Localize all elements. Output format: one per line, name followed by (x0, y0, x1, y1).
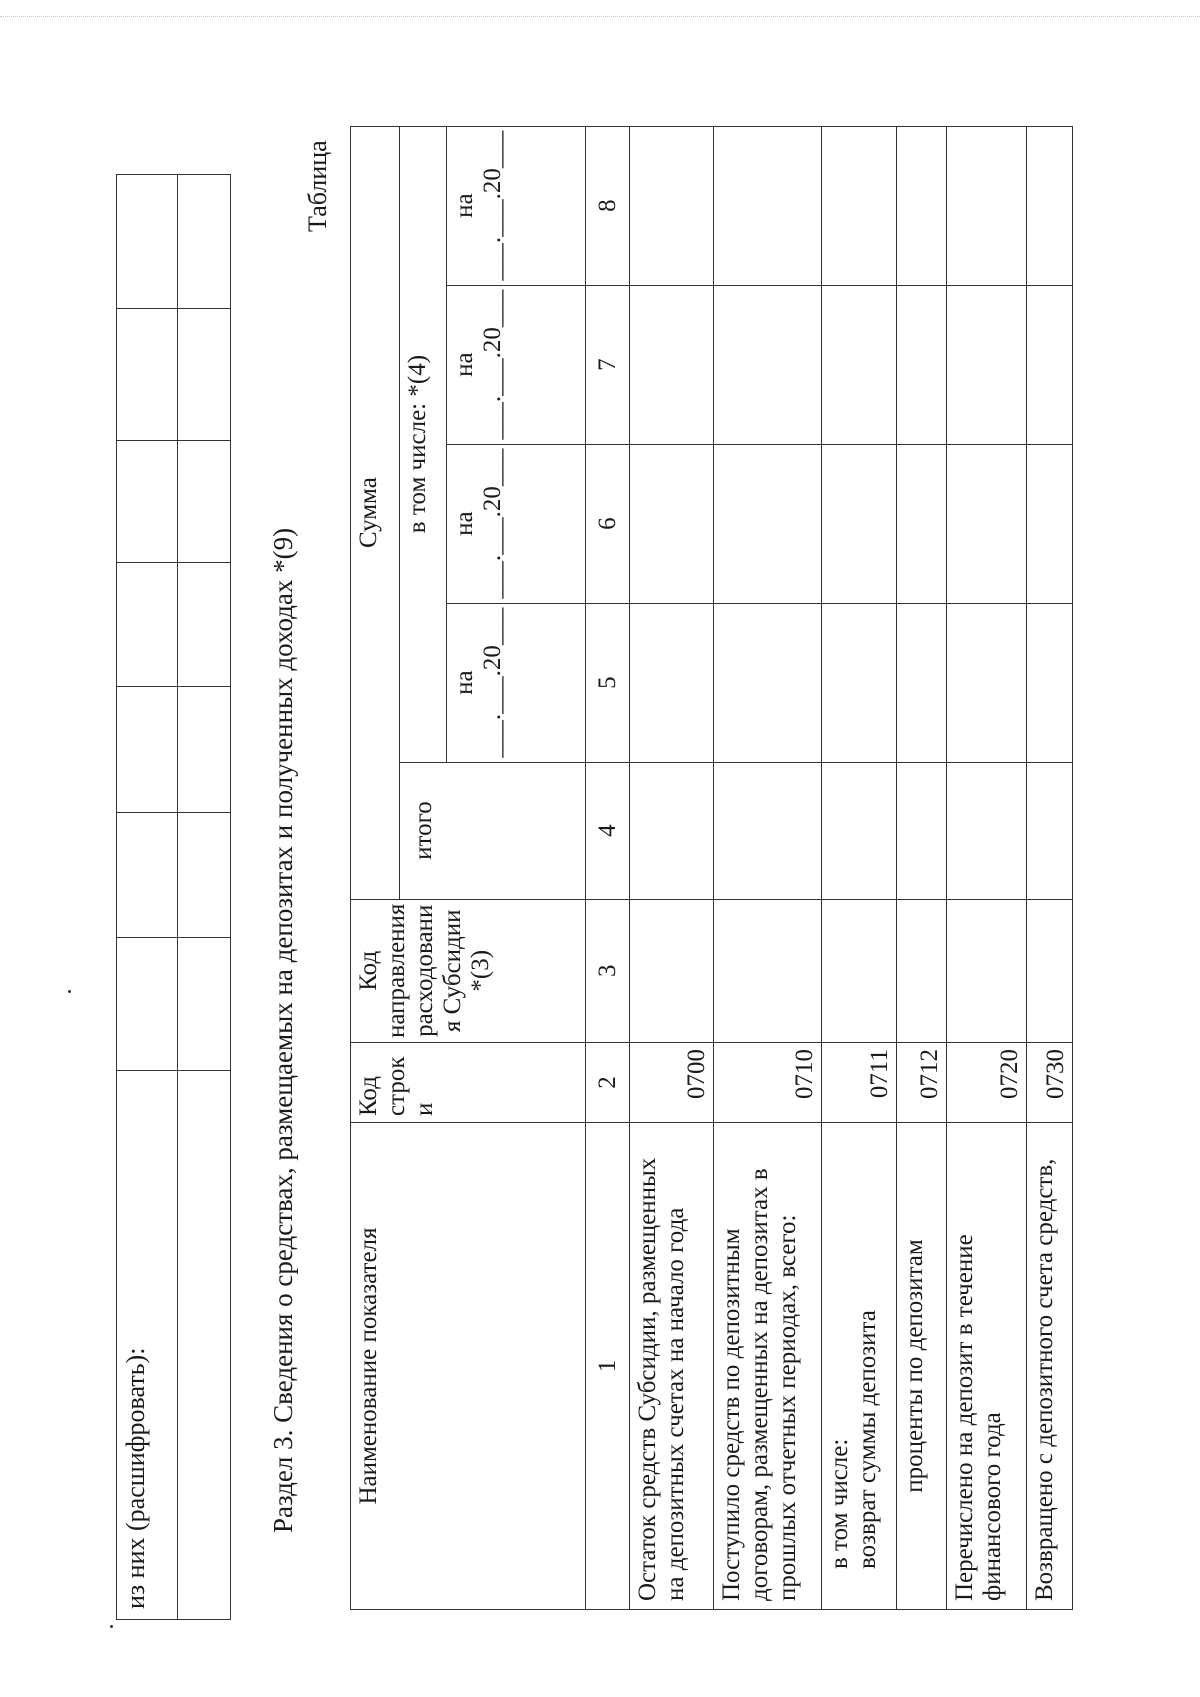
table-row (947, 126, 1027, 1609)
table-cell (714, 603, 822, 762)
breakdown-label: из них (расшифровать): (117, 1071, 178, 1620)
table-row (897, 126, 947, 1609)
column-number: 6 (586, 444, 630, 603)
table-cell (630, 899, 714, 1042)
column-number: 7 (586, 285, 630, 444)
header-date-5: на ___.___.20___ (447, 603, 586, 762)
row-code: 0700 (630, 1043, 714, 1123)
table-cell (178, 1071, 231, 1620)
table-cell (897, 126, 947, 285)
table-caption: Таблица (303, 140, 332, 232)
header-row-code: Код строк и (351, 1043, 586, 1123)
section-title: Раздел 3. Сведения о средствах, размещаемых на депозитах и полученных доходах *(9) (268, 527, 298, 1533)
table-cell (897, 899, 947, 1042)
row-code: 0720 (947, 1043, 1027, 1123)
table-cell (117, 687, 178, 813)
column-number: 5 (586, 603, 630, 762)
column-number: 4 (586, 762, 630, 899)
row-name: Поступило средств по депозитным договорам, размещенных на депозитах в прошлых отчетных периодах, всего: (714, 1123, 822, 1610)
row-name-prefix: в том числе: (826, 1438, 853, 1569)
row-name: проценты по депозитам (897, 1123, 947, 1610)
table-cell (1027, 762, 1073, 899)
table-cell (947, 126, 1027, 285)
breakdown-row (178, 175, 231, 1620)
column-number: 2 (586, 1043, 630, 1123)
table-cell (117, 441, 178, 563)
table-cell (117, 813, 178, 938)
table-cell (822, 285, 897, 444)
table-cell (178, 938, 231, 1071)
breakdown-table (116, 174, 231, 1620)
table-cell (822, 126, 897, 285)
table-cell (947, 603, 1027, 762)
table-cell (178, 687, 231, 813)
table-cell (1027, 444, 1073, 603)
row-name: Остаток средств Субсидии, размещенных на депозитных счетах на начало года (630, 1123, 714, 1610)
table-cell (630, 126, 714, 285)
row-code: 0730 (1027, 1043, 1073, 1123)
table-cell (630, 603, 714, 762)
table-cell (897, 444, 947, 603)
table-cell (1027, 285, 1073, 444)
column-number: 1 (586, 1123, 630, 1610)
table-cell (897, 762, 947, 899)
table-cell (117, 175, 178, 309)
row-name-text: возврат суммы депозита (854, 1310, 881, 1569)
header-row (351, 126, 400, 1609)
row-name (822, 1123, 897, 1610)
table-cell (822, 762, 897, 899)
breakdown-row (117, 175, 178, 1620)
column-number: 8 (586, 126, 630, 285)
row-code: 0712 (897, 1043, 947, 1123)
header-date-7: на ___.___.20___ (447, 285, 586, 444)
table-cell (897, 603, 947, 762)
table-cell (947, 762, 1027, 899)
table-cell (822, 899, 897, 1042)
table-cell (714, 899, 822, 1042)
table-cell (1027, 126, 1073, 285)
table-cell (714, 285, 822, 444)
header-date-6: на ___.___.20___ (447, 444, 586, 603)
table-cell (947, 899, 1027, 1042)
row-name: Перечислено на депозит в течение финансового года (947, 1123, 1027, 1610)
table-cell (178, 175, 231, 309)
table-cell (117, 309, 178, 441)
header-sum: Сумма (351, 126, 400, 899)
table-cell (1027, 899, 1073, 1042)
header-name: Наименование показателя (351, 1123, 586, 1610)
table-cell (630, 444, 714, 603)
table-cell (630, 285, 714, 444)
table-cell (714, 126, 822, 285)
table-cell (117, 938, 178, 1071)
table-cell (630, 762, 714, 899)
table-cell (178, 813, 231, 938)
table-cell (1027, 603, 1073, 762)
table-row (714, 126, 822, 1609)
header-total: итого (400, 762, 586, 899)
table-row (1027, 126, 1073, 1609)
header-date-8: на ___.___.20___ (447, 126, 586, 285)
table-cell (178, 309, 231, 441)
header-direction-code: Код направления расходовани я Субсидии *(3) (351, 899, 586, 1042)
table-cell (178, 441, 231, 563)
row-code: 0710 (714, 1043, 822, 1123)
table-row (630, 126, 714, 1609)
table-cell (714, 444, 822, 603)
row-name: Возвращено с депозитного счета средств, (1027, 1123, 1073, 1610)
table-cell (822, 603, 897, 762)
table-cell (822, 444, 897, 603)
column-number-row (586, 126, 630, 1609)
table-cell (947, 444, 1027, 603)
table-cell (178, 563, 231, 687)
table-cell (117, 563, 178, 687)
table-cell (947, 285, 1027, 444)
table-cell (714, 762, 822, 899)
table-cell (897, 285, 947, 444)
column-number: 3 (586, 899, 630, 1042)
deposits-table (350, 126, 1073, 1610)
row-code: 0711 (822, 1043, 897, 1123)
header-including: в том числе: *(4) (400, 126, 447, 762)
table-row (822, 126, 897, 1609)
